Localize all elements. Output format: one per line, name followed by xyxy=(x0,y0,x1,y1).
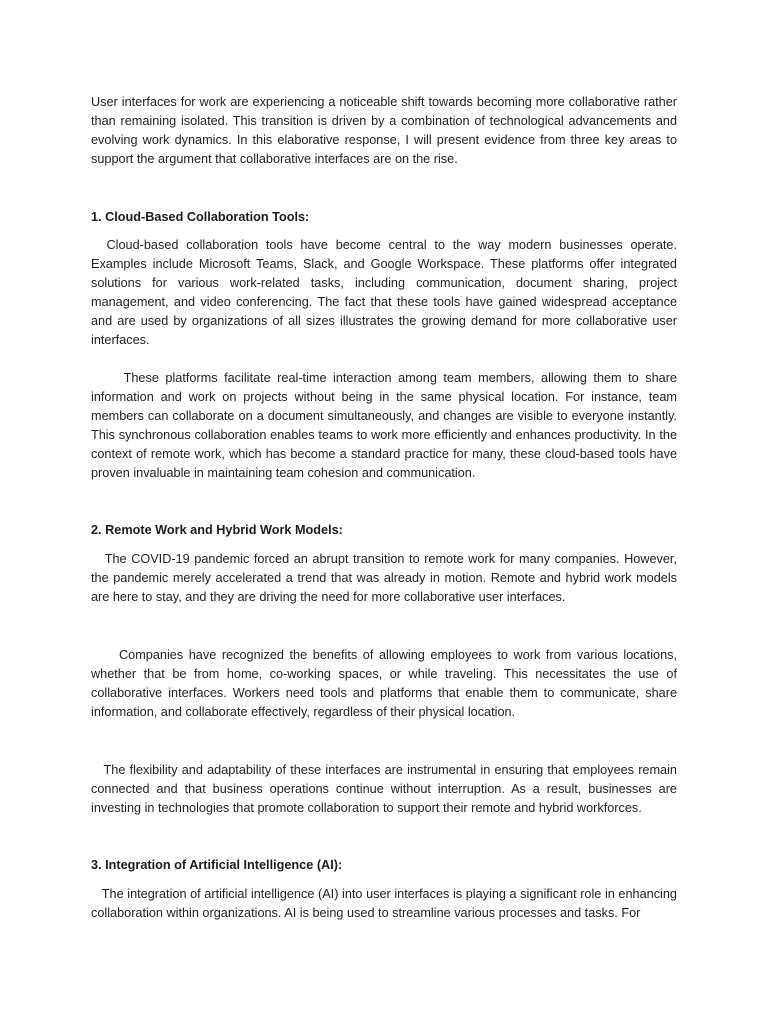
section-2-paragraph-3: The flexibility and adaptability of these interfaces are instrumental in ensuring that employees remain connected and that business operations continue without interruption. As a result, businesses are investing in technologies that promote collaboration to support their remote and hybrid workforces. xyxy=(91,763,677,815)
section-1-heading: 1. Cloud-Based Collaboration Tools: xyxy=(91,210,310,224)
intro-paragraph: User interfaces for work are experiencing a noticeable shift towards becoming more collaborative rather than remaining isolated. This transition is driven by a combination of technological advancements and evolving work dynamics. In this elaborative response, I will present evidence from three key areas to support the argument that collaborative interfaces are on the rise. xyxy=(91,95,677,166)
section-2-paragraph-1: The COVID-19 pandemic forced an abrupt transition to remote work for many companies. However, the pandemic merely accelerated a trend that was already in motion. Remote and hybrid work models are here to stay, and they are driving the need for more collaborative user interfaces. xyxy=(91,552,677,604)
section-1-paragraph-2: These platforms facilitate real-time interaction among team members, allowing them to share information and work on projects without being in the same physical location. For instance, team members can collaborate on a document simultaneously, and changes are visible to everyone instantly. This synchronous collaboration enables teams to work more efficiently and enhances productivity. In the context of remote work, which has become a standard practice for many, these cloud-based tools have proven invaluable in maintaining team cohesion and communication. xyxy=(91,371,677,480)
section-1-paragraph-1: Cloud-based collaboration tools have become central to the way modern businesses operate. Examples include Microsoft Teams, Slack, and Google Workspace. These platforms offer integrated solutions for various work-related tasks, including communication, document sharing, project management, and video conferencing. The fact that these tools have gained widespread acceptance and are used by organizations of all sizes illustrates the growing demand for more collaborative user interfaces. xyxy=(91,238,677,347)
section-3-paragraph-1: The integration of artificial intelligence (AI) into user interfaces is playing a significant role in enhancing collaboration within organizations. AI is being used to streamline various processes and tasks. For xyxy=(91,887,677,920)
section-2-paragraph-2: Companies have recognized the benefits of allowing employees to work from various locations, whether that be from home, co-working spaces, or while traveling. This necessitates the use of collaborative interfaces. Workers need tools and platforms that enable them to communicate, share information, and collaborate effectively, regardless of their physical location. xyxy=(91,648,677,719)
section-3-heading: 3. Integration of Artificial Intelligence (AI): xyxy=(91,858,343,872)
section-2-heading: 2. Remote Work and Hybrid Work Models: xyxy=(91,523,343,537)
